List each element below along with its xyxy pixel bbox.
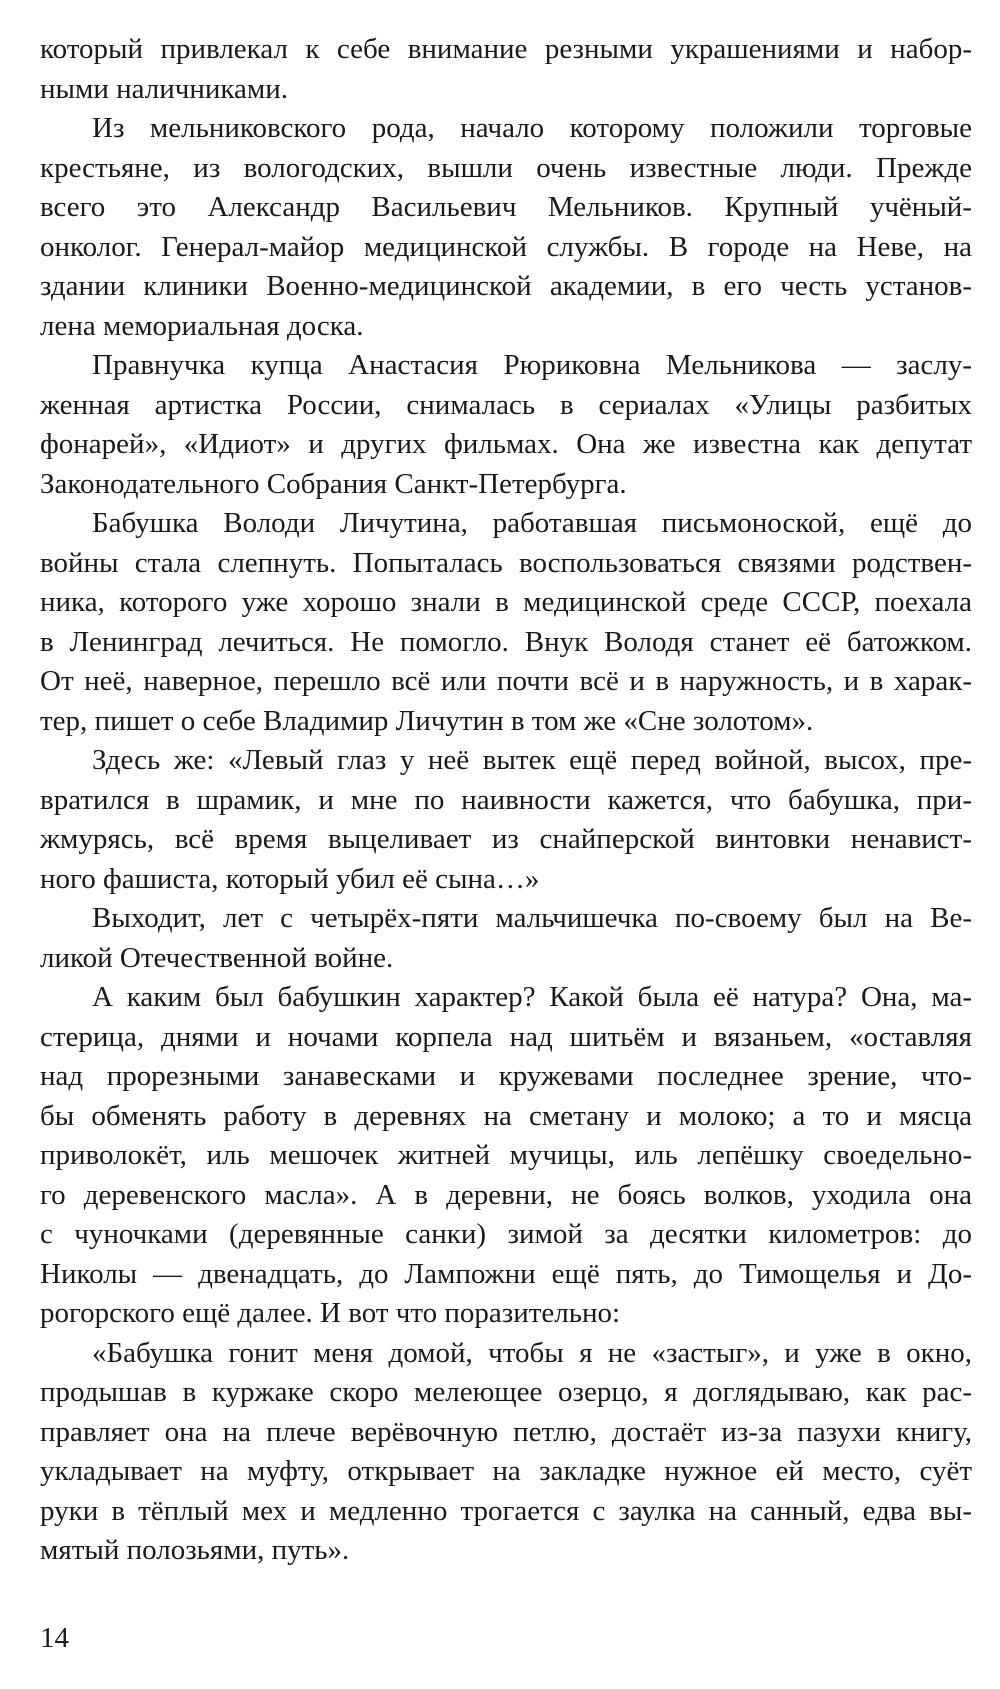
text-line: жмурясь, всё время выцеливает из снайперской винтовки ненавист- — [40, 823, 972, 855]
paragraph — [40, 504, 972, 741]
text-line: с чуночками (деревянные санки) зимой за десятки километров: до — [40, 1218, 972, 1250]
text-line: ника, которого уже хорошо знали в медицинской среде СССР, поехала — [40, 586, 972, 618]
text-line: продышав в куржаке скоро мелеющее озерцо, я доглядываю, как рас- — [40, 1376, 972, 1408]
page-number: 14 — [40, 1622, 69, 1654]
text-line: ликой Отечественной войне. — [40, 941, 394, 974]
text-line: Бабушка Володи Личутина, работавшая письмоноской, ещё до — [92, 507, 972, 539]
paragraph — [40, 30, 972, 109]
text-line: «Бабушка гонит меня домой, чтобы я не «застыг», и уже в окно, — [92, 1336, 972, 1369]
text-line: Законодательного Собрания Санкт-Петербурга. — [40, 467, 627, 500]
text-line: Выходит, лет с четырёх-пяти мальчишечка по-своему был на Ве- — [92, 902, 972, 934]
text-line: мятый полозьями, путь». — [40, 1534, 350, 1566]
text-line: го деревенского масла». А в деревни, не боясь волков, уходила она — [40, 1178, 972, 1211]
text-line: тер, пишет о себе Владимир Личутин в том же «Сне золотом». — [40, 704, 814, 737]
text-line: Николы — двенадцать, до Лампожни ещё пять, до Тимощелья и До- — [40, 1257, 972, 1290]
text-line: руки в тёплый мех и медленно трогается с заулка на санный, едва вы- — [40, 1494, 972, 1527]
text-line: правляет она на плече верёвочную петлю, достаёт из-за пазухи книгу, — [40, 1415, 972, 1448]
text-line: ного фашиста, который убил её сына…» — [40, 862, 540, 895]
text-line: онколог. Генерал-майор медицинской службы. В городе на Неве, на — [40, 230, 972, 263]
text-line: крестьяне, из вологодских, вышли очень известные люди. Прежде — [40, 151, 972, 184]
text-line: стерица, днями и ночами корпела над шитьём и вязаньем, «оставляя — [40, 1020, 972, 1053]
text-line: укладывает на муфту, открывает на закладке нужное ей место, суёт — [40, 1455, 972, 1487]
text-line: женная артистка России, снималась в сериалах «Улицы разбитых — [40, 388, 972, 421]
paragraph — [40, 899, 972, 978]
paragraph — [40, 1334, 972, 1571]
page-body-text — [40, 30, 972, 1571]
text-line: над прорезными занавесками и кружевами последнее зрение, что- — [40, 1060, 972, 1092]
text-line: в Ленинград лечиться. Не помогло. Внук Володя станет её батожком. — [40, 625, 972, 658]
paragraph — [40, 346, 972, 504]
text-line: который привлекал к себе внимание резными украшениями и набор- — [40, 33, 972, 65]
text-line: ными наличниками. — [40, 72, 289, 105]
text-line: войны стала слепнуть. Попыталась воспользоваться связями родствен- — [40, 546, 972, 579]
text-line: приволокёт, иль мешочек житней мучицы, иль лепёшку своедельно- — [40, 1139, 972, 1171]
text-line: рогорского ещё далее. И вот что поразительно: — [40, 1297, 621, 1329]
paragraph — [40, 978, 972, 1334]
paragraph — [40, 109, 972, 346]
text-line: бы обменять работу в деревнях на сметану и молоко; а то и мясца — [40, 1099, 972, 1132]
text-line: Правнучка купца Анастасия Рюриковна Мельникова — заслу- — [92, 349, 972, 381]
text-line: От неё, наверное, перешло всё или почти всё и в наружность, и в харак- — [40, 665, 972, 697]
text-line: здании клиники Военно-медицинской академии, в его честь установ- — [40, 270, 972, 302]
text-line: лена мемориальная доска. — [40, 309, 364, 342]
text-line: Здесь же: «Левый глаз у неё вытек ещё перед войной, высох, пре- — [92, 744, 972, 776]
text-line: А каким был бабушкин характер? Какой была её натура? Она, ма- — [92, 981, 972, 1013]
paragraph — [40, 741, 972, 899]
text-line: Из мельниковского рода, начало которому положили торговые — [92, 112, 972, 144]
text-line: всего это Александр Васильевич Мельников. Крупный учёный- — [40, 191, 972, 223]
text-line: фонарей», «Идиот» и других фильмах. Она же известна как депутат — [40, 428, 972, 460]
text-line: вратился в шрамик, и мне по наивности кажется, что бабушка, при- — [40, 783, 972, 816]
